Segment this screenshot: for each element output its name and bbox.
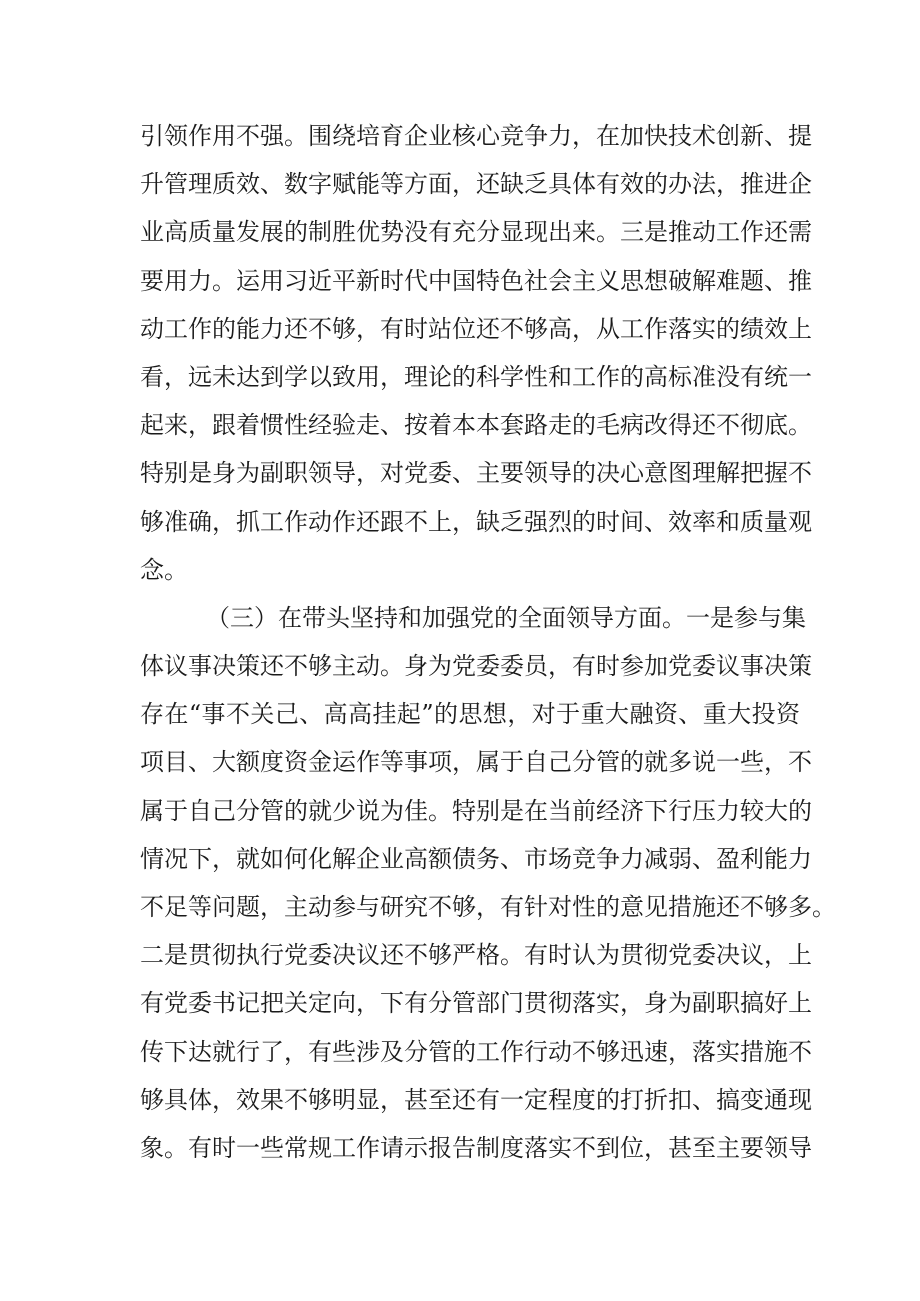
text-line: 动工作的能力还不够，有时站位还不够高，从工作落实的绩效上 bbox=[140, 314, 812, 343]
text-line: 传下达就行了，有些涉及分管的工作行动不够迅速，落实措施不 bbox=[140, 1037, 812, 1066]
text-line: 存在“事不关己、高高挂起”的思想，对于重大融资、重大投资 bbox=[140, 700, 800, 729]
text-line: 业高质量发展的制胜优势没有充分显现出来。三是推动工作还需 bbox=[140, 218, 812, 247]
text-line: 念。 bbox=[140, 555, 188, 584]
text-line: 看，远未达到学以致用，理论的科学性和工作的高标准没有统一 bbox=[140, 362, 812, 391]
text-line: 够准确，抓工作动作还跟不上，缺乏强烈的时间、效率和质量观 bbox=[140, 507, 812, 536]
text-line: 引领作用不强。围绕培育企业核心竞争力，在加快技术创新、提 bbox=[140, 122, 812, 150]
text-line: 体议事决策还不够主动。身为党委委员，有时参加党委议事决策 bbox=[140, 652, 812, 681]
text-line: 二是贯彻执行党委决议还不够严格。有时认为贯彻党委决议，上 bbox=[140, 941, 812, 970]
text-line: 升管理质效、数字赋能等方面，还缺乏具体有效的办法，推进企 bbox=[140, 170, 812, 199]
document-body bbox=[140, 112, 836, 1172]
text-line: 不足等问题，主动参与研究不够，有针对性的意见措施还不够多。 bbox=[140, 893, 836, 921]
text-line: 起来，跟着惯性经验走、按着本本套路走的毛病改得还不彻底。 bbox=[140, 411, 812, 440]
paragraph-2 bbox=[140, 594, 836, 1172]
text-line: 情况下，就如何化解企业高额债务、市场竞争力减弱、盈利能力 bbox=[140, 844, 812, 873]
text-line: 有党委书记把关定向，下有分管部门贯彻落实，身为副职搞好上 bbox=[140, 989, 812, 1018]
text-line: 够具体，效果不够明显，甚至还有一定程度的打折扣、搞变通现 bbox=[140, 1085, 812, 1114]
text-line: 项目、大额度资金运作等事项，属于自己分管的就多说一些，不 bbox=[140, 748, 812, 777]
text-line: 特别是身为副职领导，对党委、主要领导的决心意图理解把握不 bbox=[140, 459, 812, 488]
paragraph-1 bbox=[140, 112, 812, 594]
text-line: 属于自己分管的就少说为佳。特别是在当前经济下行压力较大的 bbox=[140, 796, 812, 825]
text-line: 要用力。运用习近平新时代中国特色社会主义思想破解难题、推 bbox=[140, 266, 812, 295]
text-line: （三）在带头坚持和加强党的全面领导方面。一是参与集 bbox=[206, 603, 806, 632]
text-line: 象。有时一些常规工作请示报告制度落实不到位，甚至主要领导 bbox=[140, 1133, 812, 1162]
